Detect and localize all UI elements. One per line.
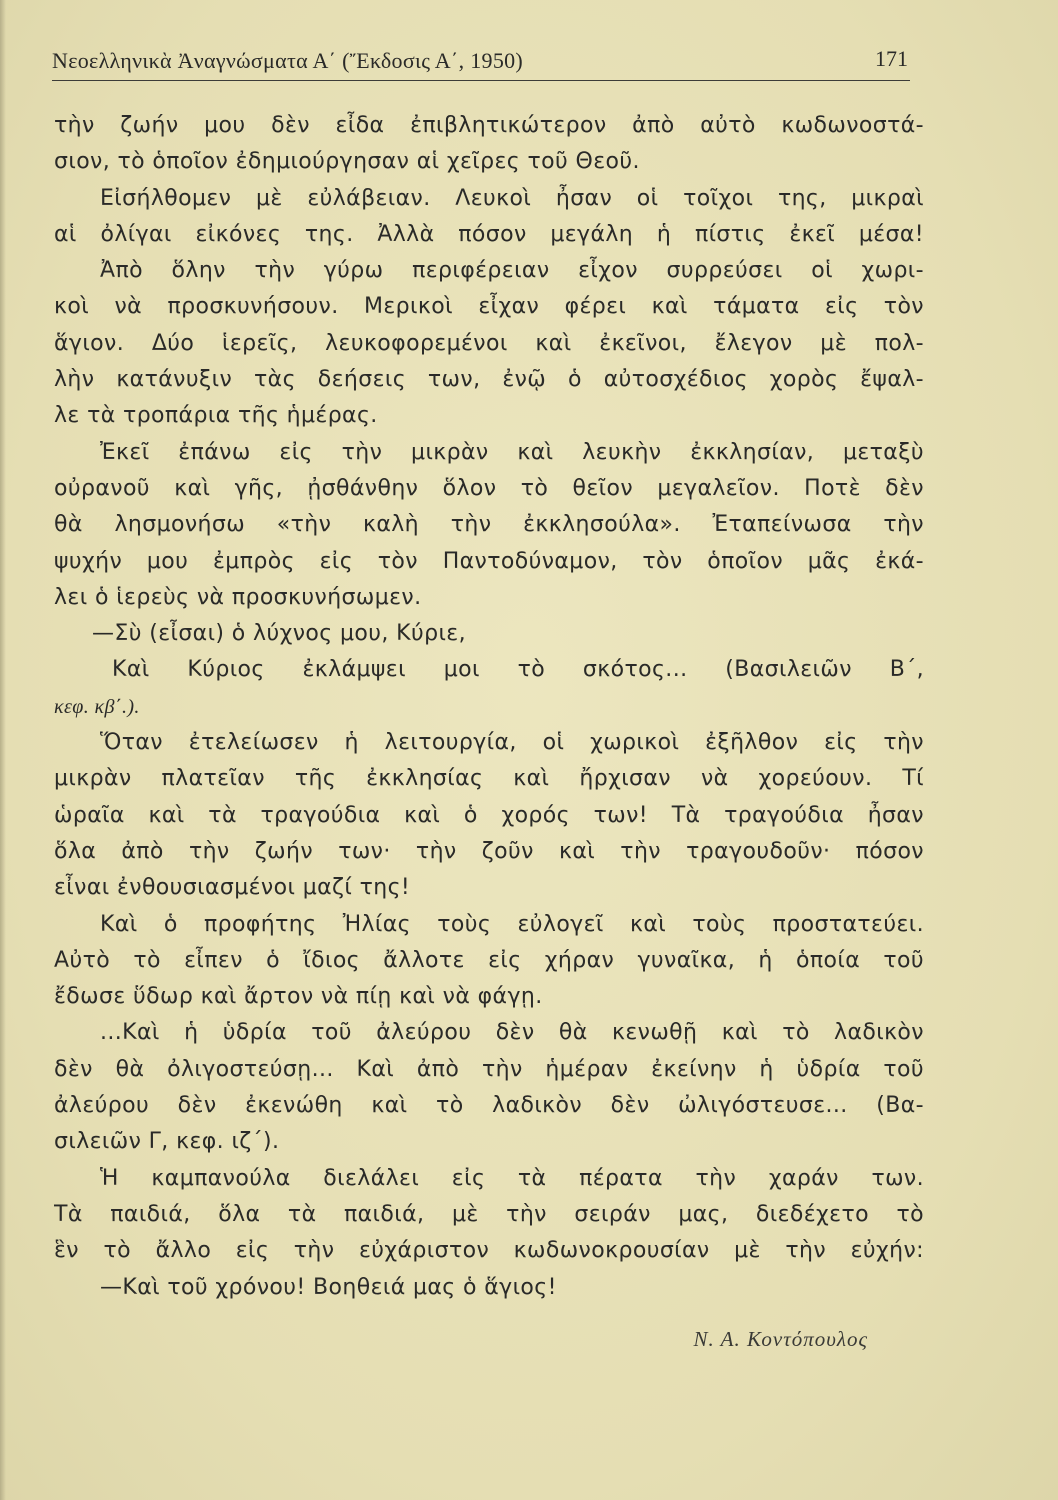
text-line: λει ὁ ἱερεὺς νὰ προσκυνήσωμεν.: [54, 584, 422, 610]
text-line: σιλειῶν Γ, κεφ. ιζ΄).: [54, 1129, 280, 1155]
text-line: ...Καὶ ἡ ὑδρία τοῦ ἀλεύρου δὲν θὰ κενωθῇ καὶ τὸ λαδικὸν: [100, 1020, 924, 1046]
text-line: Τὰ παιδιά, ὅλα τὰ παιδιά, μὲ τὴν σειράν μας, διεδέχετο τὸ: [54, 1201, 924, 1227]
text-line: θὰ λησμονήσω «τὴν καλὴ τὴν ἐκκλησούλα». Ἐταπείνωσα τὴν: [54, 512, 924, 538]
text-line: οὐρανοῦ καὶ γῆς, ᾐσθάνθην ὅλον τὸ θεῖον μεγαλεῖον. Ποτὲ δὲν: [54, 475, 924, 501]
text-line: ἅγιον. Δύο ἱερεῖς, λευκοφορεμένοι καὶ ἐκεῖνοι, ἔλεγον μὲ πολ-: [54, 330, 924, 356]
author-signature: Ν. Α. Κοντόπουλος: [693, 1327, 868, 1351]
text-line: Αὐτὸ τὸ εἶπεν ὁ ἴδιος ἄλλοτε εἰς χήραν γυναῖκα, ἡ ὁποία τοῦ: [54, 947, 924, 973]
reference-line: κεφ. κβ΄.).: [54, 695, 140, 718]
text-line: Ἀπὸ ὅλην τὴν γύρω περιφέρειαν εἶχον συρρεύσει οἱ χωρι-: [100, 258, 924, 284]
text-line: τὴν ζωήν μου δὲν εἶδα ἐπιβλητικώτερον ἀπὸ αὐτὸ κωδωνοστά-: [54, 113, 924, 138]
text-line: κοὶ νὰ προσκυνήσουν. Μερικοὶ εἶχαν φέρει καὶ τάματα εἰς τὸν: [54, 294, 924, 320]
text-line: λὴν κατάνυξιν τὰς δεήσεις των, ἐνῷ ὁ αὐτοσχέδιος χορὸς ἔψαλ-: [54, 367, 924, 393]
text-line: ἓν τὸ ἄλλο εἰς τὴν εὐχάριστον κωδωνοκρουσίαν μὲ τὴν εὐχήν:: [54, 1238, 924, 1264]
text-line: σιον, τὸ ὁποῖον ἐδημιούργησαν αἱ χεῖρες τοῦ Θεοῦ.: [54, 149, 640, 175]
page-header: [52, 40, 910, 81]
page-spine-shadow: [0, 0, 6, 1500]
verse-line: Καὶ Κύριος ἐκλάμψει μοι τὸ σκότος... (Βασιλειῶν Β΄,: [112, 657, 924, 683]
text-line: ὡραῖα καὶ τὰ τραγούδια καὶ ὁ χορός των! Τὰ τραγούδια ἦσαν: [54, 802, 924, 828]
running-title: Νεοελληνικὰ Ἀναγνώσματα Α΄ (Ἔκδοσις Α΄, 1950): [52, 48, 524, 73]
body-text: [54, 108, 924, 1306]
text-line: αἱ ὀλίγαι εἰκόνες της. Ἀλλὰ πόσον μεγάλη ἡ πίστις ἐκεῖ μέσα!: [54, 221, 924, 247]
text-line: ἀλεύρου δὲν ἐκενώθη καὶ τὸ λαδικὸν δὲν ὠλιγόστευσε... (Βα-: [54, 1093, 924, 1119]
text-line: λε τὰ τροπάρια τῆς ἡμέρας.: [54, 403, 378, 429]
text-line: —Καὶ τοῦ χρόνου! Βοηθειά μας ὁ ἅγιος!: [100, 1274, 557, 1300]
text-line: δὲν θὰ ὀλιγοστεύσῃ... Καὶ ἀπὸ τὴν ἡμέραν ἐκείνην ἡ ὑδρία τοῦ: [54, 1056, 924, 1082]
text-line: Ἡ καμπανούλα διελάλει εἰς τὰ πέρατα τὴν χαράν των.: [100, 1165, 924, 1191]
text-line: εἶναι ἐνθουσιασμένοι μαζί της!: [54, 875, 411, 901]
text-line: Ἐκεῖ ἐπάνω εἰς τὴν μικρὰν καὶ λευκὴν ἐκκλησίαν, μεταξὺ: [100, 439, 924, 465]
text-line: μικρὰν πλατεῖαν τῆς ἐκκλησίας καὶ ἤρχισαν νὰ χορεύουν. Τί: [54, 766, 924, 792]
text-line: ἔδωσε ὕδωρ καὶ ἄρτον νὰ πίῃ καὶ νὰ φάγῃ.: [54, 984, 543, 1010]
page-number: 171: [875, 46, 908, 71]
text-line: ὅλα ἀπὸ τὴν ζωήν των· τὴν ζοῦν καὶ τὴν τραγουδοῦν· πόσον: [54, 838, 924, 864]
text-line: Εἰσήλθομεν μὲ εὐλάβειαν. Λευκοὶ ἦσαν οἱ τοῖχοι της, μικραὶ: [100, 185, 924, 211]
text-line: Ὅταν ἐτελείωσεν ἡ λειτουργία, οἱ χωρικοὶ ἐξῆλθον εἰς τὴν: [100, 730, 924, 756]
text-line: Καὶ ὁ προφήτης Ἠλίας τοὺς εὐλογεῖ καὶ τοὺς προστατεύει.: [100, 911, 924, 937]
verse-line: —Σὺ (εἶσαι) ὁ λύχνος μου, Κύριε,: [92, 621, 466, 647]
text-line: ψυχήν μου ἐμπρὸς εἰς τὸν Παντοδύναμον, τὸν ὁποῖον μᾶς ἐκά-: [54, 548, 924, 574]
